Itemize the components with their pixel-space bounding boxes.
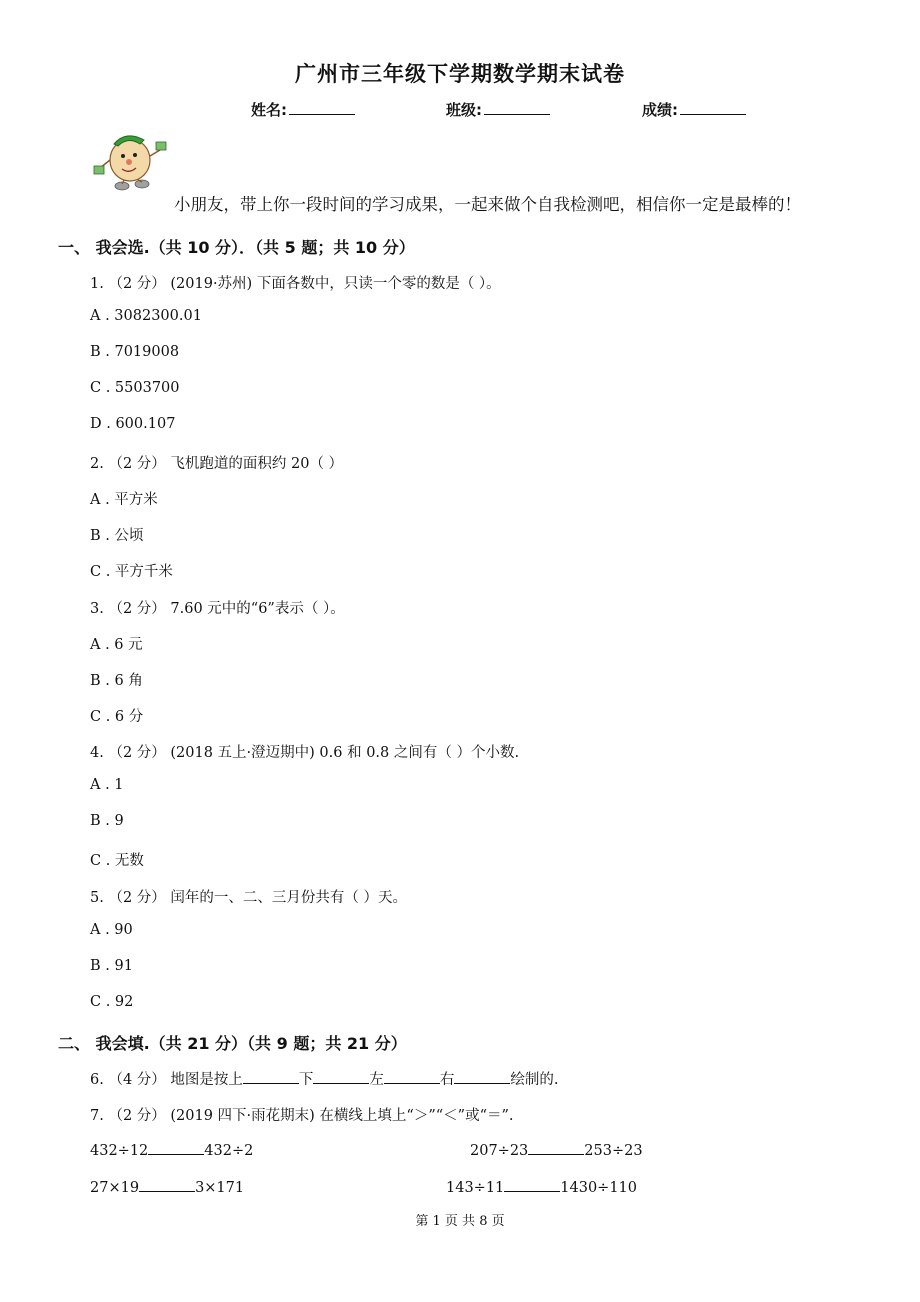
q1-option-a[interactable]: A . 3082300.01 xyxy=(90,308,202,324)
q2-option-c[interactable]: C . 平方千米 xyxy=(90,564,173,580)
q7-r1-a1: 432÷12 xyxy=(90,1143,149,1159)
q4-option-a[interactable]: A . 1 xyxy=(90,777,124,793)
mascot-icon xyxy=(92,128,168,194)
q6-suffix: 绘制的. xyxy=(510,1072,559,1088)
q5-option-b[interactable]: B . 91 xyxy=(90,958,133,974)
q7-r2-a1: 27×19 xyxy=(90,1180,140,1196)
q3-option-b[interactable]: B . 6 角 xyxy=(90,673,143,689)
q2-option-b[interactable]: B . 公顷 xyxy=(90,528,144,544)
name-label: 姓名: xyxy=(251,101,287,119)
q7-r2-blank-2[interactable] xyxy=(504,1177,560,1192)
q6-blank-1[interactable] xyxy=(243,1069,299,1084)
q2-option-a[interactable]: A . 平方米 xyxy=(90,492,158,508)
q6-word-down: 下 xyxy=(298,1072,314,1088)
page-footer: 第 1 页 共 8 页 xyxy=(415,1214,505,1229)
score-blank[interactable] xyxy=(680,99,746,115)
class-field[interactable] xyxy=(446,99,550,120)
q7-row-2-left xyxy=(90,1177,244,1196)
q7-r1-blank-1[interactable] xyxy=(148,1140,204,1155)
q7-r2-blank-1[interactable] xyxy=(139,1177,195,1192)
q4-option-c[interactable]: C . 无数 xyxy=(90,853,144,869)
q7-row-2-right xyxy=(446,1177,637,1196)
score-label: 成绩: xyxy=(642,101,678,119)
q6-word-right: 右 xyxy=(439,1072,455,1088)
question-4: 4. （2 分） (2018 五上·澄迈期中) 0.6 和 0.8 之间有（ ）个小数. xyxy=(90,745,520,761)
q3-option-c[interactable]: C . 6 分 xyxy=(90,709,144,725)
q6-blank-3[interactable] xyxy=(384,1069,440,1084)
page-title: 广州市三年级下学期数学期末试卷 xyxy=(295,62,625,86)
q1-option-b[interactable]: B . 7019008 xyxy=(90,344,180,360)
q5-option-c[interactable]: C . 92 xyxy=(90,994,134,1010)
q7-row-1-right xyxy=(470,1140,643,1159)
class-label: 班级: xyxy=(446,101,482,119)
q7-r2-b1: 3×171 xyxy=(195,1180,245,1196)
name-blank[interactable] xyxy=(289,99,355,115)
q7-r2-b2: 1430÷110 xyxy=(560,1180,638,1196)
name-field[interactable] xyxy=(251,99,355,120)
q7-row-1-left xyxy=(90,1140,253,1159)
question-6 xyxy=(90,1068,559,1089)
q1-option-d[interactable]: D . 600.107 xyxy=(90,416,176,432)
q4-option-b[interactable]: B . 9 xyxy=(90,813,124,829)
question-1: 1. （2 分） (2019·苏州) 下面各数中，只读一个零的数是（ ）。 xyxy=(90,276,501,292)
q7-r1-b2: 253÷23 xyxy=(584,1143,643,1159)
question-3: 3. （2 分） 7.60 元中的“6”表示（ ）。 xyxy=(90,601,345,617)
q7-r2-a2: 143÷11 xyxy=(446,1180,505,1196)
q6-prefix: 6. （4 分） 地图是按上 xyxy=(90,1072,243,1088)
q6-blank-2[interactable] xyxy=(313,1069,369,1084)
q1-option-c[interactable]: C . 5503700 xyxy=(90,380,180,396)
q7-r1-b1: 432÷2 xyxy=(204,1143,254,1159)
question-7: 7. （2 分） (2019 四下·雨花期末) 在横线上填上“＞”“＜”或“＝”. xyxy=(90,1108,514,1124)
question-2: 2. （2 分） 飞机跑道的面积约 20（ ） xyxy=(90,456,344,472)
question-5: 5. （2 分） 闰年的一、二、三月份共有（ ）天。 xyxy=(90,890,407,906)
q7-r1-blank-2[interactable] xyxy=(528,1140,584,1155)
q7-r1-a2: 207÷23 xyxy=(470,1143,529,1159)
class-blank[interactable] xyxy=(484,99,550,115)
section-heading-2: 二、 我会填.（共 21 分）（共 9 题；共 21 分） xyxy=(58,1034,407,1053)
score-field[interactable] xyxy=(642,99,746,120)
q6-word-left: 左 xyxy=(369,1072,384,1088)
section-heading-1: 一、 我会选.（共 10 分）．（共 5 题；共 10 分） xyxy=(58,238,415,257)
intro-text: 小朋友，带上你一段时间的学习成果，一起来做个自我检测吧，相信你一定是最棒的！ xyxy=(174,195,801,214)
q5-option-a[interactable]: A . 90 xyxy=(90,922,133,938)
q6-blank-4[interactable] xyxy=(454,1069,510,1084)
q3-option-a[interactable]: A . 6 元 xyxy=(90,637,143,653)
